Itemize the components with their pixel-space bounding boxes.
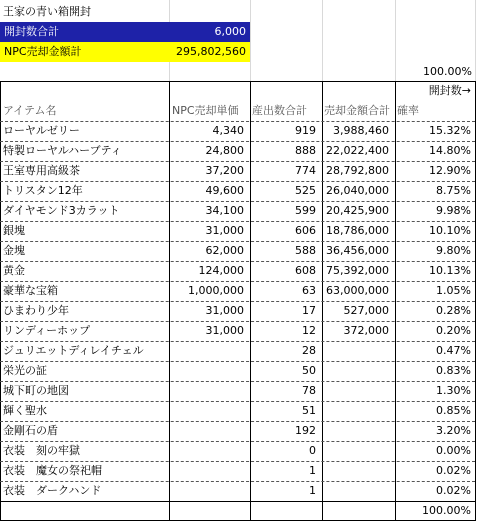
table-row bbox=[0, 261, 477, 281]
table-row bbox=[0, 161, 477, 181]
grid-line bbox=[475, 0, 476, 81]
item-price[interactable] bbox=[170, 421, 247, 441]
item-count[interactable]: 599 bbox=[295, 204, 316, 217]
table-row bbox=[0, 221, 477, 241]
table-row bbox=[0, 401, 477, 421]
item-count[interactable]: 1 bbox=[309, 484, 316, 497]
item-rate[interactable]: 1.05% bbox=[436, 284, 471, 297]
item-count[interactable]: 17 bbox=[302, 304, 316, 317]
table-row bbox=[0, 441, 477, 461]
item-rate[interactable]: 0.85% bbox=[436, 404, 471, 417]
item-rate[interactable]: 0.28% bbox=[436, 304, 471, 317]
table-bottom-border bbox=[0, 520, 475, 521]
item-rate[interactable]: 0.00% bbox=[436, 444, 471, 457]
item-name[interactable]: 黄金 bbox=[3, 264, 25, 277]
item-count[interactable]: 50 bbox=[302, 364, 316, 377]
table-row bbox=[0, 321, 477, 341]
section-label[interactable]: 開封数→ bbox=[428, 84, 471, 97]
item-total[interactable]: 36,456,000 bbox=[326, 244, 389, 257]
item-name[interactable]: ダイヤモンド3カラット bbox=[3, 204, 120, 217]
item-name[interactable]: 王室専用高級茶 bbox=[3, 164, 80, 177]
item-name[interactable]: 城下町の地図 bbox=[3, 384, 69, 397]
item-rate[interactable]: 1.30% bbox=[436, 384, 471, 397]
grid-line bbox=[322, 0, 323, 81]
item-price[interactable]: 31,000 bbox=[205, 224, 244, 237]
item-price[interactable]: 124,000 bbox=[198, 264, 244, 277]
item-count[interactable]: 919 bbox=[295, 124, 316, 137]
item-price[interactable]: 37,200 bbox=[205, 164, 244, 177]
item-name[interactable]: トリスタン12年 bbox=[3, 184, 83, 197]
opened-total-box[interactable] bbox=[0, 22, 250, 42]
item-total[interactable] bbox=[322, 421, 392, 441]
item-price[interactable] bbox=[170, 401, 247, 421]
grid-line bbox=[395, 0, 396, 81]
item-count[interactable]: 1 bbox=[309, 464, 316, 477]
table-row bbox=[0, 361, 477, 381]
header-rate[interactable]: 確率 bbox=[397, 104, 419, 117]
item-rate[interactable]: 15.32% bbox=[429, 124, 471, 137]
item-rate[interactable]: 3.20% bbox=[436, 424, 471, 437]
item-name[interactable]: 金剛石の盾 bbox=[3, 424, 58, 437]
table-row bbox=[0, 381, 477, 401]
item-name[interactable]: ひまわり少年 bbox=[3, 304, 69, 317]
top-percent[interactable]: 100.00% bbox=[423, 65, 472, 78]
item-rate[interactable]: 0.83% bbox=[436, 364, 471, 377]
item-name[interactable]: 金塊 bbox=[3, 244, 25, 257]
npc-total-value: 295,802,560 bbox=[176, 45, 246, 58]
item-total[interactable] bbox=[322, 381, 392, 401]
table-footer-row bbox=[0, 501, 477, 521]
item-total[interactable]: 75,392,000 bbox=[326, 264, 389, 277]
item-total[interactable] bbox=[322, 341, 392, 361]
item-name[interactable]: 衣装 刻の牢獄 bbox=[3, 444, 80, 457]
header-name[interactable]: アイテム名 bbox=[3, 104, 57, 117]
item-price[interactable] bbox=[170, 461, 247, 481]
item-count[interactable]: 0 bbox=[309, 444, 316, 457]
item-count[interactable]: 588 bbox=[295, 244, 316, 257]
item-price[interactable]: 4,340 bbox=[212, 124, 244, 137]
item-total[interactable] bbox=[322, 441, 392, 461]
table-row bbox=[0, 281, 477, 301]
item-count[interactable]: 63 bbox=[302, 284, 316, 297]
opened-total-label: 開封数合計 bbox=[4, 25, 59, 38]
table-row bbox=[0, 421, 477, 441]
opened-total-value: 6,000 bbox=[214, 25, 246, 38]
item-count[interactable]: 28 bbox=[302, 344, 316, 357]
item-count[interactable]: 192 bbox=[295, 424, 316, 437]
item-name[interactable]: 衣装 魔女の祭祀帽 bbox=[3, 464, 102, 477]
item-name[interactable]: 栄光の証 bbox=[3, 364, 47, 377]
item-rate[interactable]: 0.20% bbox=[436, 324, 471, 337]
grid-line bbox=[250, 0, 251, 81]
item-total[interactable]: 63,000,000 bbox=[326, 284, 389, 297]
item-total[interactable]: 3,988,460 bbox=[333, 124, 389, 137]
table-row bbox=[0, 181, 477, 201]
table-row bbox=[0, 461, 477, 481]
item-price[interactable]: 1,000,000 bbox=[188, 284, 244, 297]
section-label-row bbox=[0, 81, 477, 101]
item-price[interactable] bbox=[170, 381, 247, 401]
item-total[interactable]: 18,786,000 bbox=[326, 224, 389, 237]
table-row bbox=[0, 241, 477, 261]
item-price[interactable] bbox=[170, 341, 247, 361]
item-name[interactable]: 衣装 ダークハンド bbox=[3, 484, 102, 497]
item-total[interactable]: 372,000 bbox=[343, 324, 389, 337]
item-total[interactable]: 26,040,000 bbox=[326, 184, 389, 197]
item-price[interactable]: 49,600 bbox=[205, 184, 244, 197]
item-count[interactable]: 608 bbox=[295, 264, 316, 277]
item-price[interactable] bbox=[170, 481, 247, 501]
item-rate[interactable]: 10.10% bbox=[429, 224, 471, 237]
table-row bbox=[0, 341, 477, 361]
item-total[interactable]: 28,792,800 bbox=[326, 164, 389, 177]
item-count[interactable]: 606 bbox=[295, 224, 316, 237]
item-rate[interactable]: 9.98% bbox=[436, 204, 471, 217]
header-count[interactable]: 産出数合計 bbox=[252, 104, 307, 117]
item-total[interactable] bbox=[322, 481, 392, 501]
header-price[interactable]: NPC売却単価 bbox=[172, 104, 239, 117]
item-rate[interactable]: 0.47% bbox=[436, 344, 471, 357]
header-total[interactable]: 売却金額合計 bbox=[324, 104, 390, 117]
sheet-title[interactable]: 王家の青い箱開封 bbox=[3, 5, 91, 18]
item-total[interactable]: 527,000 bbox=[343, 304, 389, 317]
item-count[interactable]: 51 bbox=[302, 404, 316, 417]
bottom-percent[interactable]: 100.00% bbox=[422, 504, 471, 517]
npc-total-label: NPC売却金額計 bbox=[4, 45, 82, 58]
item-count[interactable]: 78 bbox=[302, 384, 316, 397]
item-rate[interactable]: 9.80% bbox=[436, 244, 471, 257]
item-total[interactable] bbox=[322, 401, 392, 421]
item-name[interactable]: ローヤルゼリー bbox=[3, 124, 80, 137]
item-price[interactable]: 31,000 bbox=[205, 304, 244, 317]
item-count[interactable]: 888 bbox=[295, 144, 316, 157]
item-count[interactable]: 774 bbox=[295, 164, 316, 177]
table-row bbox=[0, 201, 477, 221]
item-rate[interactable]: 10.13% bbox=[429, 264, 471, 277]
item-count[interactable]: 12 bbox=[302, 324, 316, 337]
item-total[interactable] bbox=[322, 361, 392, 381]
item-name[interactable]: 特製ローヤルハーブティ bbox=[3, 144, 122, 157]
item-price[interactable]: 24,800 bbox=[205, 144, 244, 157]
item-price[interactable]: 62,000 bbox=[205, 244, 244, 257]
table-header bbox=[0, 101, 477, 121]
table-row bbox=[0, 121, 477, 141]
item-price[interactable]: 31,000 bbox=[205, 324, 244, 337]
item-total[interactable] bbox=[322, 461, 392, 481]
item-total[interactable]: 22,022,400 bbox=[326, 144, 389, 157]
item-name[interactable]: 輝く聖水 bbox=[3, 404, 47, 417]
item-name[interactable]: ジュリエットディレイチェル bbox=[3, 344, 144, 357]
item-name[interactable]: リンディーホップ bbox=[3, 324, 91, 337]
item-name[interactable]: 銀塊 bbox=[3, 224, 25, 237]
table-row bbox=[0, 481, 477, 501]
item-rate[interactable]: 0.02% bbox=[436, 464, 471, 477]
item-name[interactable]: 豪華な宝箱 bbox=[3, 284, 58, 297]
item-price[interactable] bbox=[170, 441, 247, 461]
item-price[interactable] bbox=[170, 361, 247, 381]
item-count[interactable]: 525 bbox=[295, 184, 316, 197]
item-rate[interactable]: 0.02% bbox=[436, 484, 471, 497]
item-rate[interactable]: 14.80% bbox=[429, 144, 471, 157]
table-row bbox=[0, 301, 477, 321]
npc-total-box[interactable] bbox=[0, 42, 250, 62]
item-rate[interactable]: 12.90% bbox=[429, 164, 471, 177]
table-row bbox=[0, 141, 477, 161]
item-rate[interactable]: 8.75% bbox=[436, 184, 471, 197]
item-total[interactable]: 20,425,900 bbox=[326, 204, 389, 217]
item-price[interactable]: 34,100 bbox=[205, 204, 244, 217]
